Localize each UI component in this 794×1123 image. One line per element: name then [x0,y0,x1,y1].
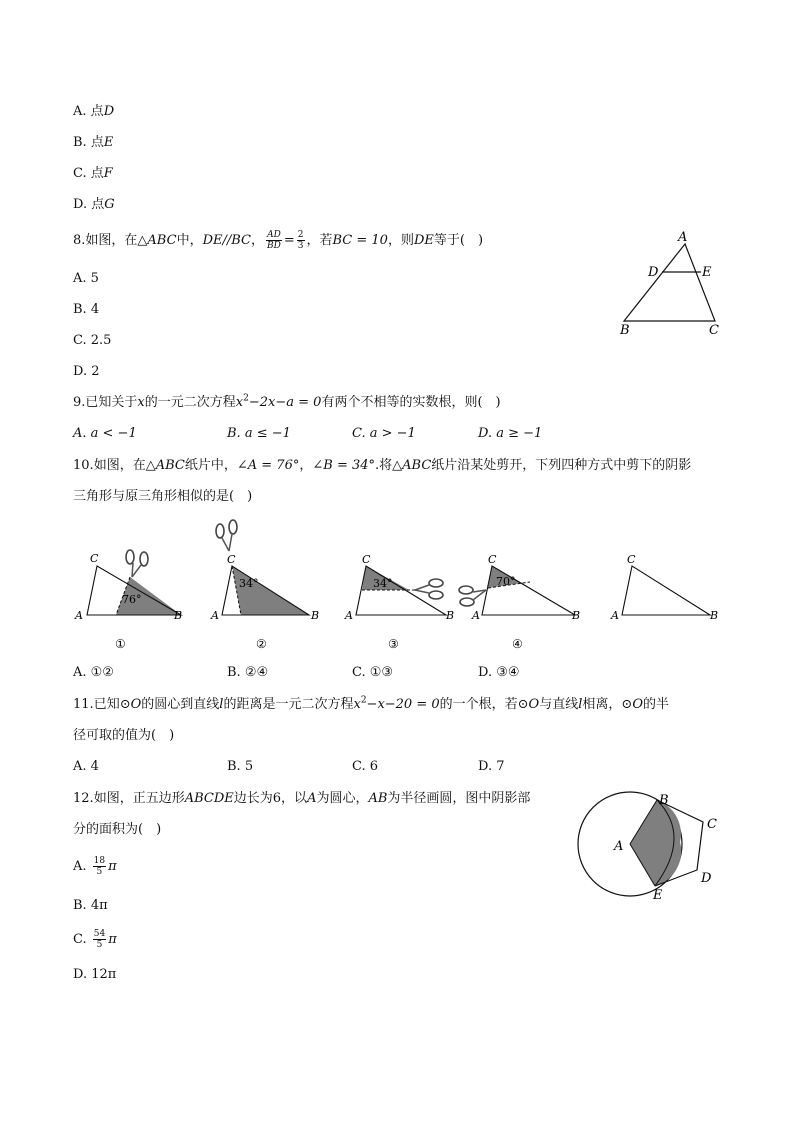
q11-option-c: C. 6 [352,759,379,774]
q8-label-b: B [620,323,630,338]
q10-fig2-label-a: A [211,609,219,622]
q12-label-c: C [707,817,717,832]
q10-fig4-scissors-icon [459,586,486,606]
q11-option-b: B. 5 [227,759,254,774]
q10-fig2-label-c: C [227,553,236,566]
q12-option-d: D. 12π [73,967,117,982]
q10-figure-original [610,553,718,622]
q8-triangle-abc [624,244,715,321]
q10-fig2-angle: 34° [239,577,259,590]
q10-fig3-angle: 34° [373,577,393,590]
q7-option-a: A. 点D [73,104,115,119]
q12-label-e: E [653,888,663,903]
q9-option-a: A. a < −1 [73,426,137,441]
q10-option-d: D. ③④ [478,665,520,680]
q10-fig4-angle: 70° [496,575,516,588]
q10-fig1-number: ① [115,637,126,651]
q8-triangle-figure [612,228,732,340]
q10-fig3-label-c: C [362,553,371,566]
q12-pentagon-figure [572,786,732,906]
q10-fig1-scissors-icon [126,550,148,577]
q11-stem-line1: 11.已知⊙O的圆心到直线l的距离是一元二次方程$x^2-x-20 = 0$的一个根，若⊙O与直线l相离，⊙O的半 [73,695,669,712]
q12-label-d: D [701,871,712,886]
q9-option-b: B. a ≤ −1 [227,426,291,441]
q10-stem-line1: 10.如图，在△ABC纸片中，∠A = 76°，∠B = 34°.将△ABC纸片沿某处剪开，下列四种方式中剪下的阴影 [73,458,692,473]
q8-label-c: C [709,323,719,338]
q10-fig3-label-b: B [446,609,455,622]
q10-fig5-label-b: B [710,609,719,622]
q8-label-e: E [702,265,712,280]
q10-figure-1 [74,550,182,651]
q12-option-b: B. 4π [73,898,108,913]
q8-label-a: A [678,230,688,245]
q10-option-a: A. ①② [73,665,114,680]
q9-option-d: D. a ≥ −1 [478,426,543,441]
q8-option-c: C. 2.5 [73,333,112,348]
q10-figure-3 [344,553,454,651]
q10-fig4-label-b: B [572,609,581,622]
q8-option-b: B. 4 [73,302,100,317]
q8-fraction-ad-bd: $\frac{AD}{BD}$ [267,230,281,251]
q12-label-a: A [614,839,624,854]
q10-fig1-label-b: B [174,609,183,622]
q10-fig2-scissors-icon [216,520,237,551]
q11-option-a: A. 4 [73,759,99,774]
q7-option-b: B. 点E [73,135,114,150]
q10-figures [70,515,730,655]
q9-option-c: C. a > −1 [352,426,416,441]
q10-fig3-label-a: A [345,609,353,622]
q10-fig4-number: ④ [512,637,523,651]
q7-option-c: C. 点F [73,166,113,181]
q8-label-d: D [648,265,659,280]
q12-stem-line2: 分的面积为( ) [73,822,162,837]
q10-figure-4 [459,553,580,651]
q8-stem: 8.如图，在△ABC中，DE//BC， $\frac{AD}{BD}$ = $\frac{2}{3}$ ，若BC = 10，则DE等于( ) [73,230,484,251]
q10-fig5-triangle [622,566,710,615]
q11-option-d: D. 7 [478,759,505,774]
q7-option-d: D. 点G [73,197,115,212]
q10-fig4-label-a: A [472,609,480,622]
q10-option-b: B. ②④ [227,665,269,680]
q10-fig3-scissors-icon [415,579,443,599]
q10-fig5-label-a: A [611,609,619,622]
q12-option-c: C. $\frac{54}{5}$ π [73,929,117,950]
q9-stem: 9.已知关于x的一元二次方程$x^2-2x-a = 0$有两个不相等的实数根，则( ) [73,393,501,410]
q12-stem-line1: 12.如图，正五边形ABCDE边长为6，以A为圆心，AB为半径画圆，图中阴影部 [73,791,531,806]
q8-fraction-2-3: $\frac{2}{3}$ [297,230,304,251]
q11-stem-line2: 径可取的值为( ) [73,728,175,743]
q10-fig4-label-c: C [488,553,497,566]
q8-option-a: A. 5 [73,271,99,286]
q10-fig3-number: ③ [388,637,399,651]
q10-stem-line2: 三角形与原三角形相似的是( ) [73,489,253,504]
q10-fig1-angle: 76° [122,593,142,606]
q12-option-a: A. $\frac{18}{5}$ π [73,856,117,877]
q10-fig5-label-c: C [627,553,636,566]
q10-fig2-label-b: B [311,609,320,622]
q10-fig2-number: ② [256,637,267,651]
q10-option-c: C. ①③ [352,665,394,680]
q8-option-d: D. 2 [73,364,100,379]
q10-figure-2 [210,520,319,651]
q10-fig1-label-c: C [90,552,99,565]
q10-fig1-label-a: A [75,609,83,622]
q12-label-b: B [659,793,669,808]
